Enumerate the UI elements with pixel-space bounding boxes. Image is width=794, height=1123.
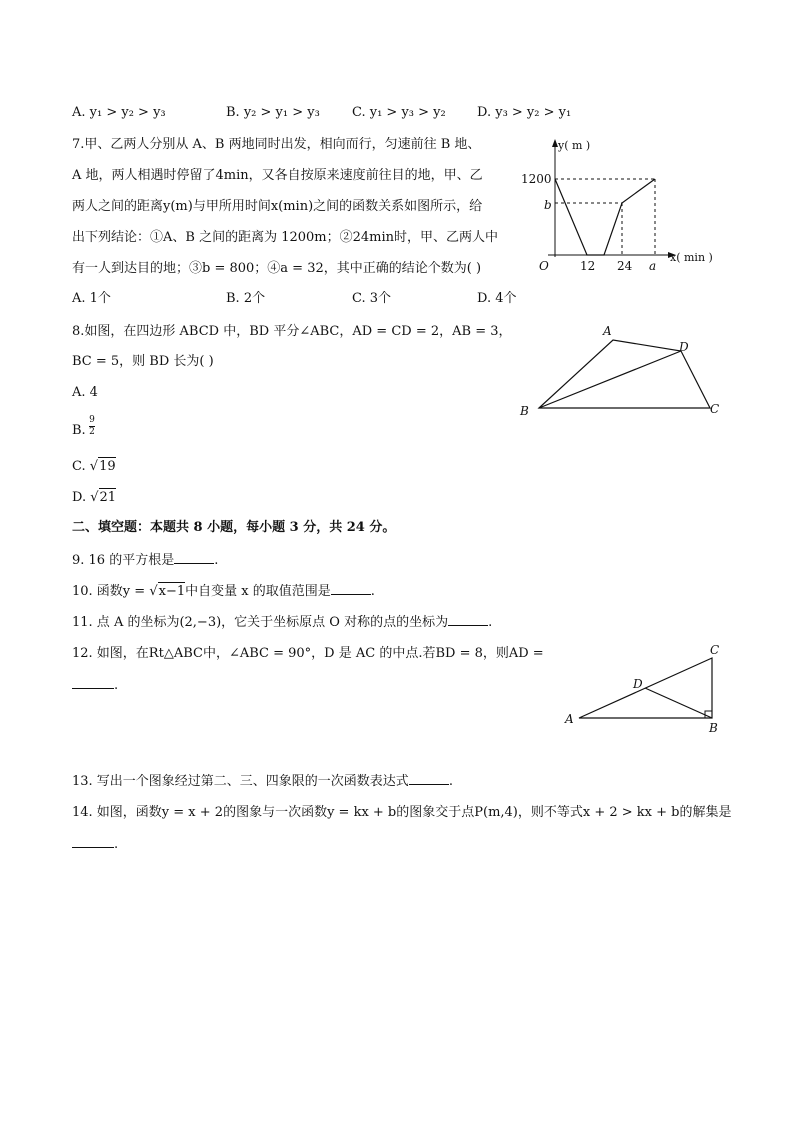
q7-text-line-5: 有一人到达目的地；③b = 800；④a = 32，其中正确的结论个数为( ) [72, 261, 482, 276]
q11-question: 11. 点 A 的坐标为(2,−3)，它关于坐标原点 O 对称的点的坐标为 [72, 615, 449, 630]
q6-option-c: C. y₁ > y₃ > y₂ [352, 105, 446, 120]
q7-option-c: C. 3个 [352, 291, 392, 306]
q8-option-b [72, 422, 86, 440]
x-axis-label: x( min ) [670, 251, 713, 264]
vertex-a-label: A [565, 712, 574, 726]
q8-option-d [72, 488, 116, 507]
q11-period: . [488, 615, 493, 630]
q8-option-d-radicand: 21 [99, 490, 117, 505]
vertex-c-label: C [710, 402, 720, 416]
q8-option-c [72, 457, 116, 476]
q13-period: . [448, 774, 453, 789]
q8-option-d-prefix: D. [72, 490, 87, 505]
sqrt-sign-icon: √ [89, 459, 99, 474]
q6-option-d: D. y₃ > y₂ > y₁ [477, 105, 572, 120]
q8-text-line-1: 8.如图，在四边形 ABCD 中，BD 平分∠ABC，AD = CD = 2，AB = 3， [72, 324, 512, 339]
q14-answer-blank[interactable] [72, 835, 114, 848]
q11-text [72, 613, 492, 632]
q10-prefix: 10. 函数y = [72, 584, 150, 599]
q7-text-line-1: 7.甲、乙两人分别从 A、B 两地同时出发，相向而行，匀速前往 B 地、 [72, 137, 481, 152]
label-a: a [649, 259, 657, 273]
label-1200: 1200 [521, 172, 552, 186]
q7-text-line-3: 两人之间的距离y(m)与甲所用时间x(min)之间的函数关系如图所示，给 [72, 199, 483, 214]
q12-answer-blank[interactable] [72, 676, 114, 689]
q10-period: . [370, 584, 375, 599]
sqrt-sign-icon: √ [90, 490, 99, 505]
q8-text-line-2: BC = 5，则 BD 长为( ) [72, 354, 214, 369]
median-bd [645, 688, 712, 718]
y-axis-label: y( m ) [558, 139, 591, 152]
q8-option-a: A. 4 [72, 385, 98, 400]
q7-text-line-2: A 地，两人相遇时停留了4min，又各自按原来速度前往目的地，甲、乙 [72, 168, 483, 183]
q12-text-line-2 [72, 676, 118, 695]
vertex-b-label: B [709, 721, 718, 735]
vertex-d-label: D [633, 677, 643, 691]
vertex-a-label: A [603, 324, 612, 338]
q14-text-line-1: 14. 如图，函数y = x + 2的图象与一次函数y = kx + b的图象交于点P(m,4)，则不等式x + 2 > kx + b的解集是 [72, 805, 732, 820]
q12-text-line-1: 12. 如图，在Rt△ABC中，∠ABC = 90°，D 是 AC 的中点.若BD = 8，则AD = [72, 646, 544, 661]
distance-line [555, 179, 655, 255]
q9-text [72, 551, 218, 570]
q8-quadrilateral-figure [515, 320, 725, 420]
q7-option-b: B. 2个 [226, 291, 266, 306]
q10-text [72, 582, 375, 601]
q14-period: . [114, 837, 119, 852]
diagonal-bd [539, 351, 681, 408]
q7-text-line-4: 出下列结论：①A、B 之间的距离为 1200m；②24min时，甲、乙两人中 [72, 230, 499, 245]
q8-option-b-prefix: B. [72, 423, 86, 438]
q12-right-triangle-figure [560, 640, 730, 735]
q6-option-a: A. y₁ > y₂ > y₃ [72, 105, 166, 120]
q7-option-a: A. 1个 [72, 291, 111, 306]
q7-distance-time-graph [510, 135, 730, 275]
label-origin: O [539, 259, 549, 273]
sqrt-sign-icon: √ [149, 584, 158, 599]
q9-answer-blank[interactable] [174, 551, 214, 564]
q9-question: 9. 16 的平方根是 [72, 553, 175, 568]
q12-period: . [114, 678, 119, 693]
q7-option-d: D. 4个 [477, 291, 517, 306]
q10-answer-blank[interactable] [331, 582, 371, 595]
label-24: 24 [617, 259, 633, 273]
vertex-c-label: C [710, 643, 720, 657]
label-b: b [544, 198, 552, 212]
q13-text [72, 772, 453, 791]
q9-period: . [214, 553, 219, 568]
q10-radicand: x−1 [158, 584, 186, 599]
vertex-b-label: B [520, 404, 529, 418]
q11-answer-blank[interactable] [448, 613, 488, 626]
section-2-heading: 二、填空题：本题共 8 小题，每小题 3 分，共 24 分。 [72, 520, 396, 535]
q6-option-b: B. y₂ > y₁ > y₃ [226, 105, 320, 120]
q13-answer-blank[interactable] [409, 772, 449, 785]
label-12: 12 [580, 259, 596, 273]
q8-option-b-numerator: 9 [89, 415, 95, 425]
q10-question: 中自变量 x 的取值范围是 [185, 584, 331, 599]
q14-text-line-2 [72, 835, 118, 854]
q8-option-b-denominator: 2 [89, 427, 95, 437]
q13-question: 13. 写出一个图象经过第二、三、四象限的一次函数表达式 [72, 774, 409, 789]
vertex-d-label: D [679, 340, 689, 354]
q8-option-c-prefix: C. [72, 459, 86, 474]
q8-option-c-radicand: 19 [99, 459, 116, 474]
